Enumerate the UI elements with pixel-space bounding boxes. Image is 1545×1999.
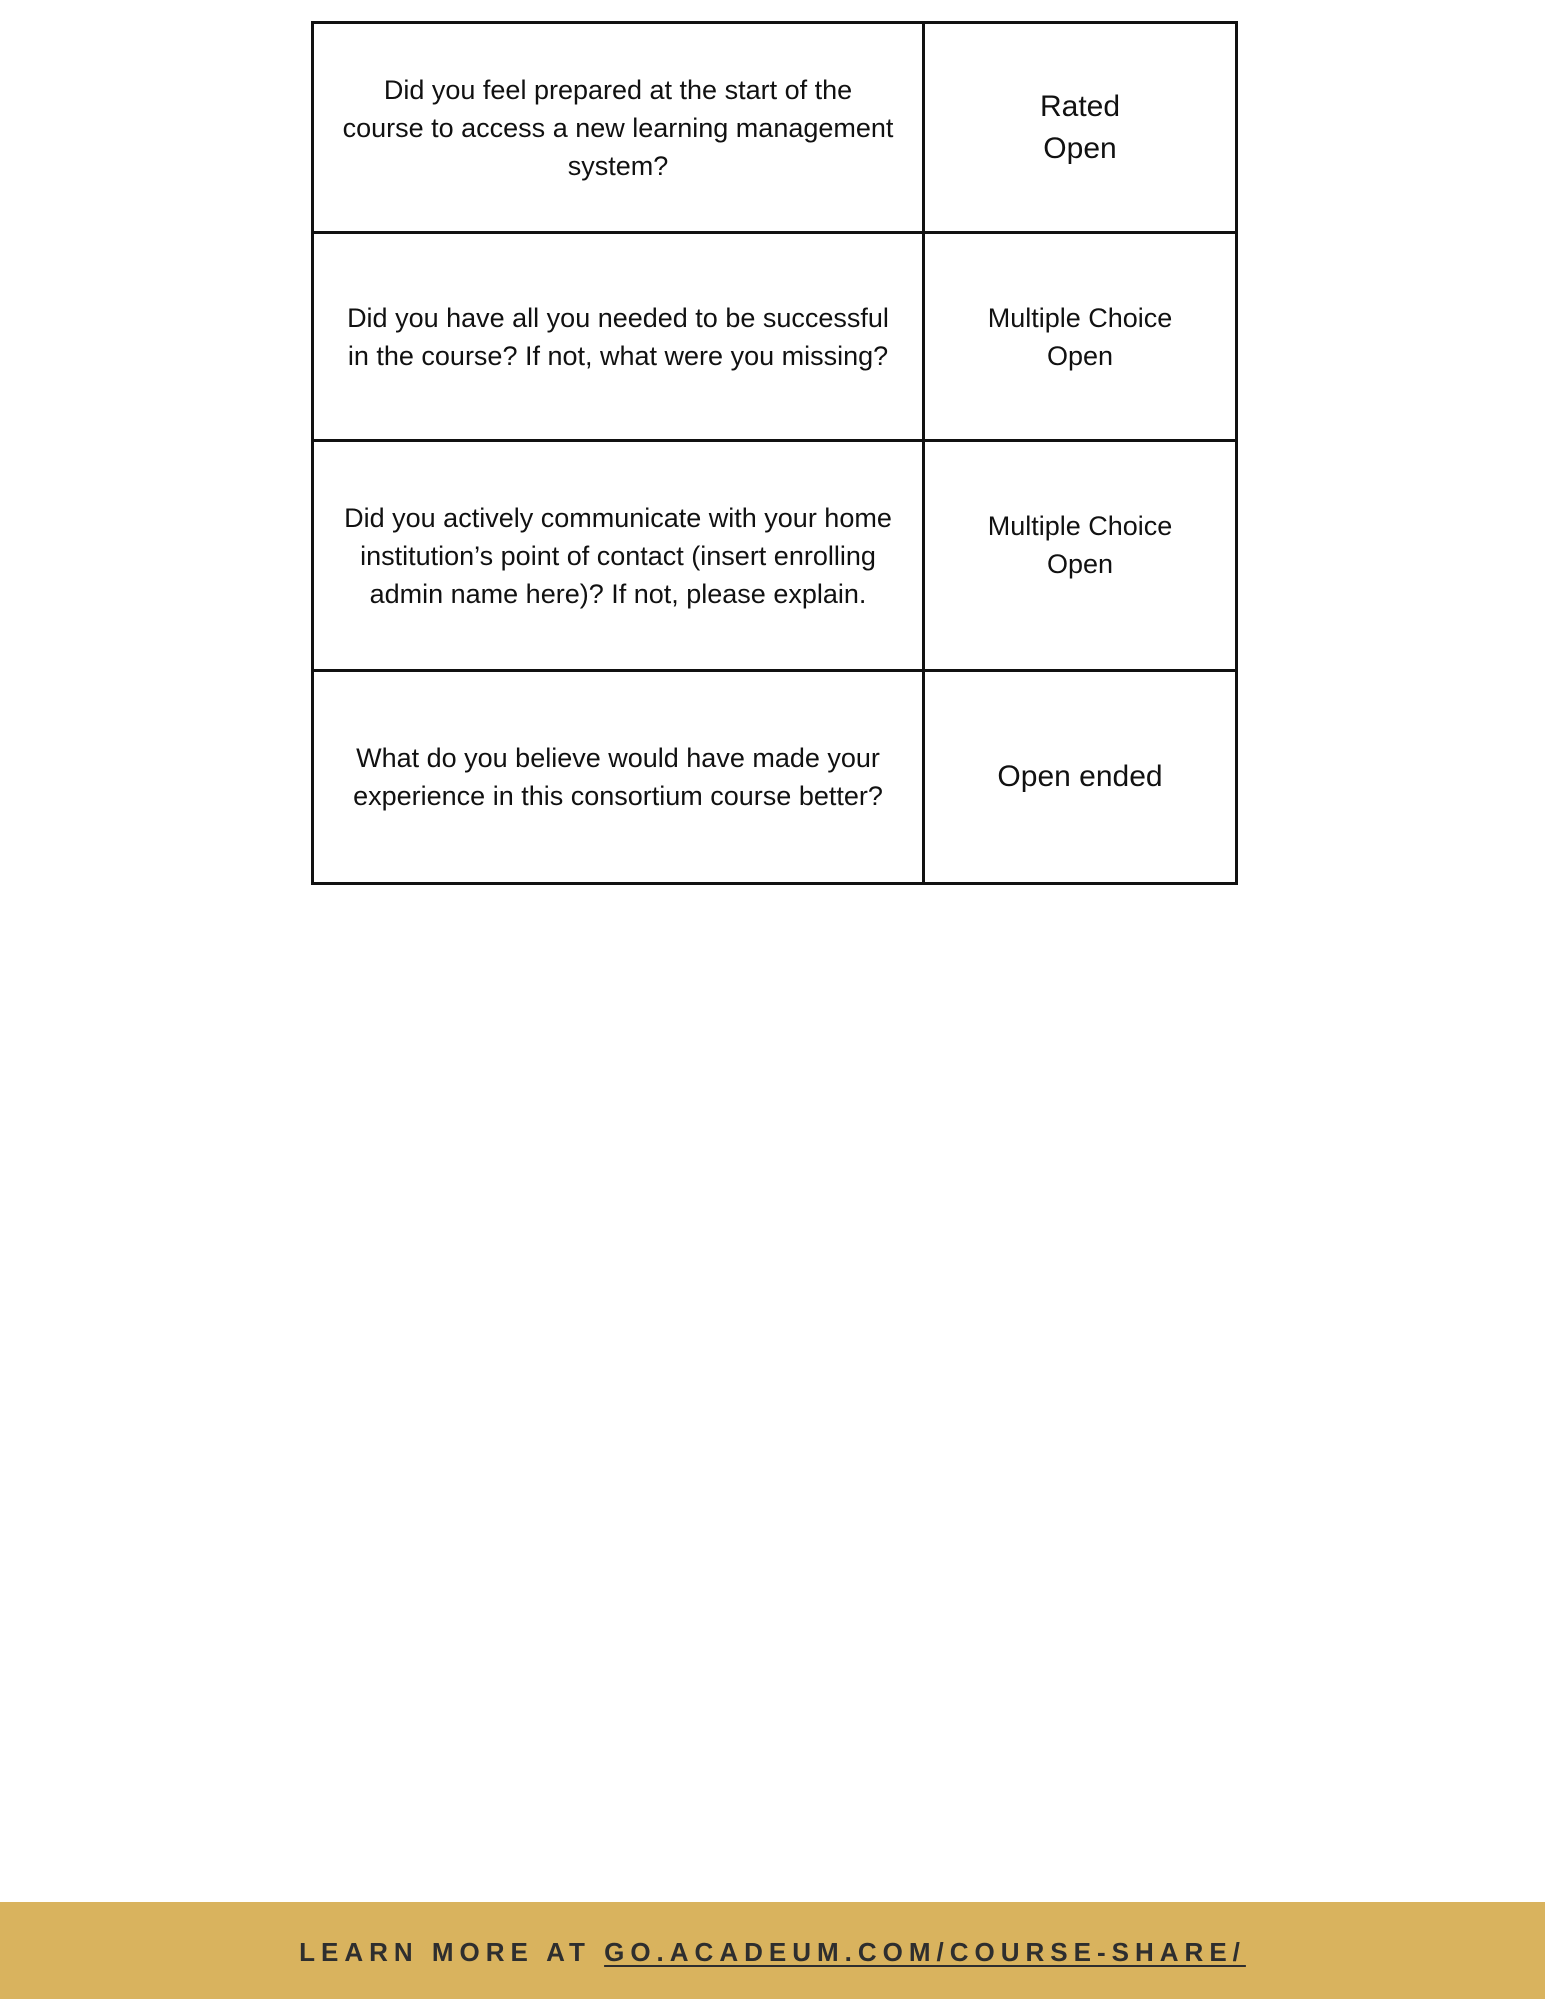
survey-questions-table <box>311 21 1238 885</box>
question-type-text: Multiple Choice <box>987 302 1173 333</box>
question-text: What do you believe would have made your experience in this consortium course better? <box>353 743 883 811</box>
question-cell <box>313 441 924 671</box>
question-type-text: Open <box>1046 548 1114 579</box>
question-type-text: Multiple Choice <box>987 510 1173 541</box>
question-text: Did you actively communicate with your home institution’s point of contact (insert enrolling admin name here)? If not, please explain. <box>344 502 892 609</box>
footer-banner <box>0 1902 1545 1999</box>
footer-lead-text: LEARN MORE AT <box>299 1937 605 1967</box>
question-type-text: Rated <box>1039 89 1121 123</box>
question-type-cell <box>924 671 1237 884</box>
question-text: Did you feel prepared at the start of the course to access a new learning management system? <box>342 74 894 181</box>
table-row <box>313 23 1237 233</box>
question-cell <box>313 671 924 884</box>
question-text: Did you have all you needed to be successful in the course? If not, what were you missing? <box>347 302 889 371</box>
footer-text <box>299 1937 1246 1968</box>
table-row <box>313 671 1237 884</box>
question-cell <box>313 23 924 233</box>
question-type-cell <box>924 233 1237 441</box>
question-type-cell <box>924 23 1237 233</box>
footer-link[interactable]: GO.ACADEUM.COM/COURSE-SHARE/ <box>604 1937 1246 1967</box>
question-type-text: Open <box>1046 340 1114 371</box>
question-type-text: Open <box>1043 131 1117 165</box>
question-type-text: Open ended <box>997 760 1163 793</box>
table-row <box>313 441 1237 671</box>
question-cell <box>313 233 924 441</box>
table-row <box>313 233 1237 441</box>
question-type-cell <box>924 441 1237 671</box>
